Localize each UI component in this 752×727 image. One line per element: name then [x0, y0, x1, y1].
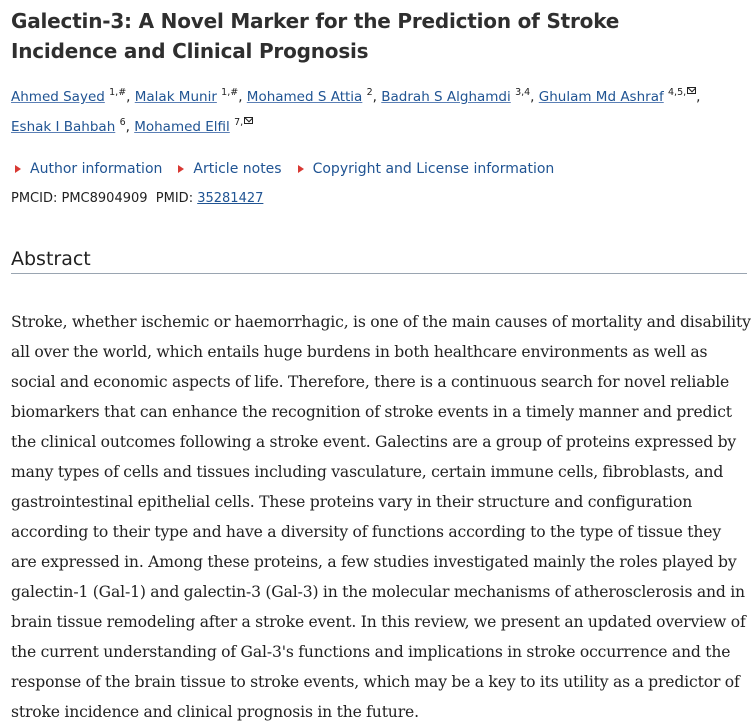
author-affiliation: 7, [234, 117, 244, 128]
article-title: Galectin-3: A Novel Marker for the Prediction of Stroke Incidence and Clinical Prognosis [11, 9, 620, 63]
author-separator: , [126, 89, 135, 105]
author-separator: , [696, 89, 701, 105]
article-identifiers [11, 188, 263, 210]
author-separator: , [530, 89, 539, 105]
author-link[interactable]: Ahmed Sayed [11, 89, 105, 105]
author-separator: , [238, 89, 247, 105]
author-link[interactable]: Mohamed Elfil [134, 119, 230, 135]
author-information-label: Author information [30, 161, 163, 177]
author-separator: , [125, 119, 135, 135]
abstract-heading: Abstract [11, 248, 91, 270]
section-divider [11, 273, 747, 274]
author-affiliation: 1,# [109, 87, 127, 98]
author-separator: , [372, 89, 382, 105]
copyright-label: Copyright and License information [312, 161, 555, 177]
author-affiliation: 6 [119, 117, 126, 128]
author-affiliation: 2 [366, 87, 373, 98]
author-affiliation: 4,5, [668, 87, 687, 98]
email-icon[interactable] [244, 117, 253, 124]
author-link[interactable]: Malak Munir [134, 89, 217, 105]
copyright-toggle[interactable] [294, 158, 555, 180]
author-link[interactable]: Eshak I Bahbah [11, 119, 116, 135]
author-link[interactable]: Badrah S Alghamdi [381, 89, 511, 105]
author-affiliation: 3,4 [515, 87, 531, 98]
article-info-links [11, 158, 554, 180]
abstract-text: Stroke, whether ischemic or haemorrhagic, is one of the main causes of mortality and disability all over the world, which entails huge burdens in both healthcare environments as well as social and economic aspects of life. Therefore, there is a continuous search for novel reliable biomarkers that can enhance the recognition of stroke events in a timely manner and predict the clinical outcomes following a stroke event. Galectins are a group of proteins expressed by many types of cells and tissues including vasculature, certain immune cells, fibroblasts, and gastrointestinal epithelial cells. These proteins vary in their structure and configuration according to their type and have a diversity of functions according to the type of tissue they are expressed in. Among these proteins, a few studies investigated mainly the roles played by galectin-1 (Gal-1) and galectin-3 (Gal-3) in the molecular mechanisms of atherosclerosis and in brain tissue remodeling after a stroke event. In this review, we present an updated overview of the current understanding of Gal-3's functions and implications in stroke occurrence and the response of the brain tissue to stroke events, which may be a key to its utility as a predictor of stroke incidence and clinical prognosis in the future. [11, 313, 751, 721]
article-notes-label: Article notes [193, 161, 282, 177]
pmid-label: PMID: [155, 191, 194, 206]
author-information-toggle[interactable] [11, 158, 162, 180]
email-icon[interactable] [687, 87, 696, 94]
author-list [11, 82, 741, 142]
triangle-right-icon [298, 165, 304, 173]
author-affiliation: 1,# [221, 87, 239, 98]
author-link[interactable]: Ghulam Md Ashraf [538, 89, 664, 105]
triangle-right-icon [15, 165, 21, 173]
pmid-link[interactable]: 35281427 [197, 191, 264, 206]
pmcid-label: PMCID: [11, 191, 58, 206]
pmcid-value: PMC8904909 [61, 191, 148, 206]
article-notes-toggle[interactable] [174, 158, 281, 180]
triangle-right-icon [178, 165, 184, 173]
author-link[interactable]: Mohamed S Attia [246, 89, 363, 105]
